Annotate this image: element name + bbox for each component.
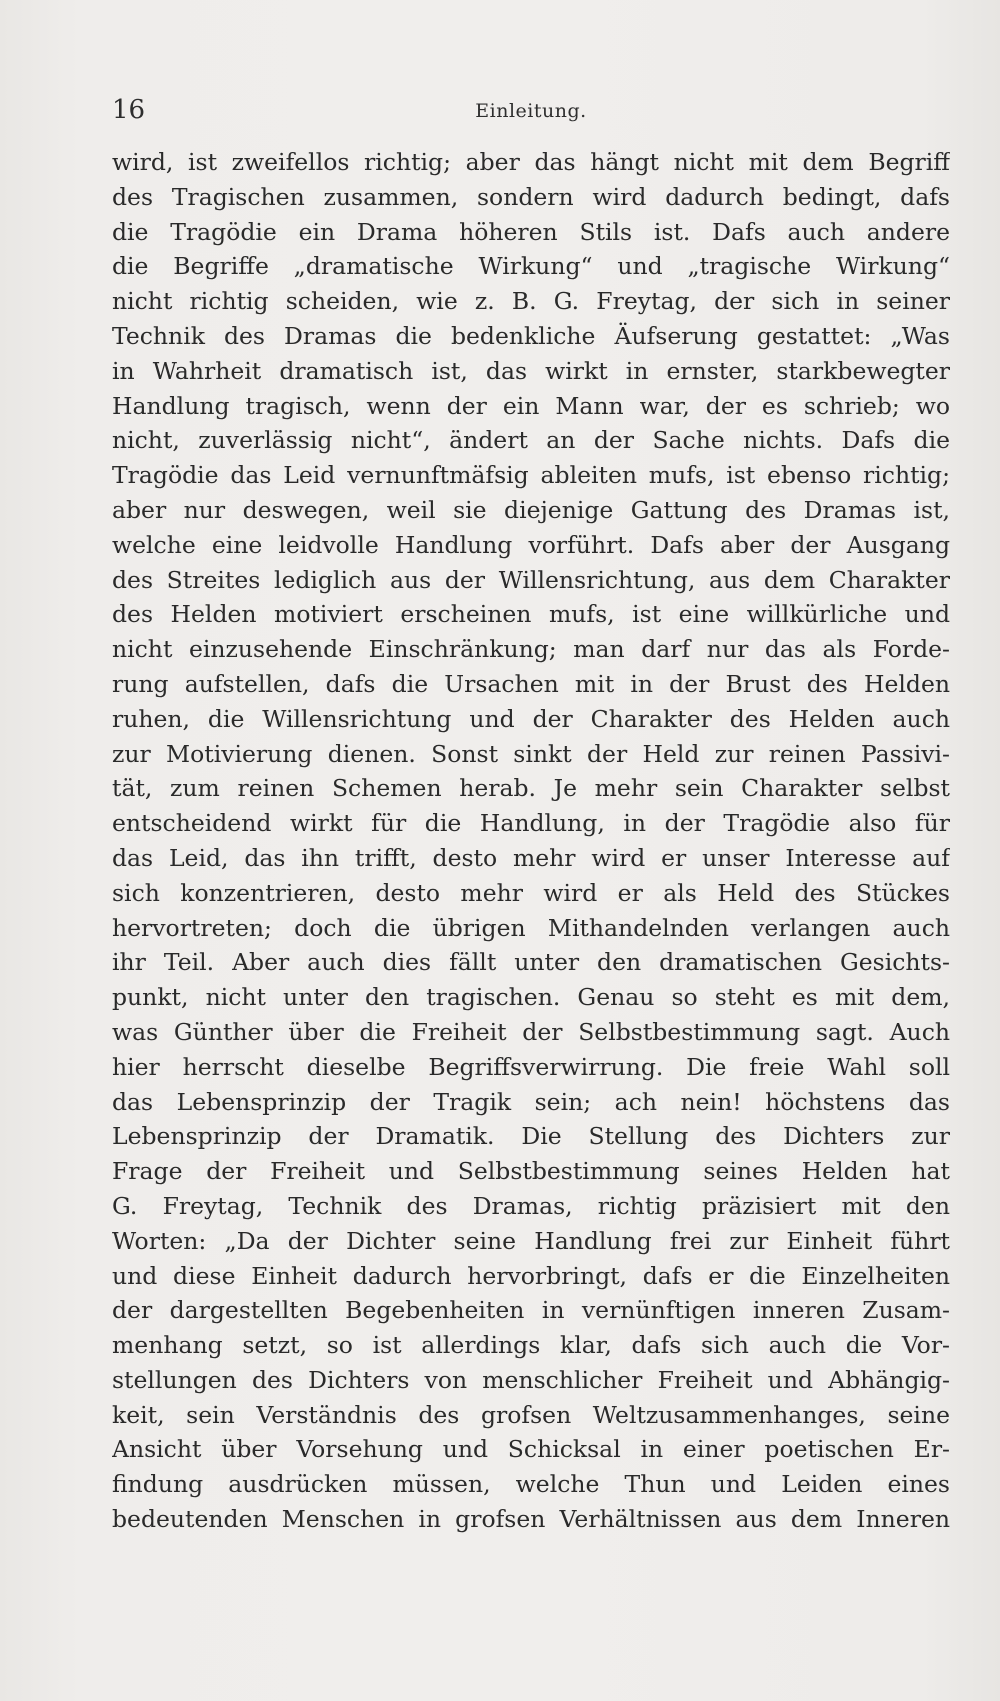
text-line: hervortreten; doch die übrigen Mithandelnden verlangen auch — [112, 913, 950, 942]
page-number: 16 — [112, 95, 146, 125]
text-line: ruhen, die Willensrichtung und der Charakter des Helden auch — [112, 704, 950, 733]
text-line: hier herrscht dieselbe Begriffsverwirrung. Die freie Wahl soll — [112, 1052, 950, 1081]
text-line: in Wahrheit dramatisch ist, das wirkt in ernster, starkbewegter — [112, 356, 950, 385]
text-line: Worten: „Da der Dichter seine Handlung frei zur Einheit führt — [112, 1226, 950, 1255]
text-line: punkt, nicht unter den tragischen. Genau so steht es mit dem, — [112, 983, 950, 1012]
page-header — [112, 92, 950, 132]
text-line: nicht einzusehende Einschränkung; man darf nur das als Forde- — [112, 635, 950, 664]
text-line: das Lebensprinzip der Tragik sein; ach nein! höchstens das — [112, 1087, 950, 1116]
text-line: Tragödie das Leid vernunftmäfsig ableiten mufs, ist ebenso richtig; — [112, 461, 950, 490]
text-line: und diese Einheit dadurch hervorbringt, dafs er die Einzelheiten — [112, 1261, 950, 1290]
text-line: menhang setzt, so ist allerdings klar, dafs sich auch die Vor- — [112, 1331, 950, 1360]
text-line: Frage der Freiheit und Selbstbestimmung seines Helden hat — [112, 1157, 950, 1186]
text-line: entscheidend wirkt für die Handlung, in der Tragödie also für — [112, 809, 950, 838]
text-line: das Leid, das ihn trifft, desto mehr wird er unser Interesse auf — [112, 843, 950, 872]
text-line: keit, sein Verständnis des grofsen Weltzusammenhanges, seine — [112, 1400, 950, 1429]
text-line: des Streites lediglich aus der Willensrichtung, aus dem Charakter — [112, 565, 950, 594]
text-line: tät, zum reinen Schemen herab. Je mehr sein Charakter selbst — [112, 774, 950, 803]
text-line: ihr Teil. Aber auch dies fällt unter den dramatischen Gesichts- — [112, 948, 950, 977]
text-line: nicht, zuverlässig nicht“, ändert an der Sache nichts. Dafs die — [112, 426, 950, 455]
text-line: was Günther über die Freiheit der Selbstbestimmung sagt. Auch — [112, 1017, 950, 1046]
text-line: findung ausdrücken müssen, welche Thun und Leiden eines — [112, 1470, 950, 1499]
text-line: welche eine leidvolle Handlung vorführt. Dafs aber der Ausgang — [112, 530, 950, 559]
text-line: der dargestellten Begebenheiten in vernünftigen inneren Zusam- — [112, 1296, 950, 1325]
text-line: wird, ist zweifellos richtig; aber das hängt nicht mit dem Begriff — [112, 148, 950, 176]
text-line: G. Freytag, Technik des Dramas, richtig präzisiert mit den — [112, 1191, 950, 1220]
text-line: stellungen des Dichters von menschlicher Freiheit und Abhängig- — [112, 1365, 950, 1394]
text-line: des Tragischen zusammen, sondern wird dadurch bedingt, dafs — [112, 182, 950, 211]
text-line: aber nur deswegen, weil sie diejenige Gattung des Dramas ist, — [112, 495, 950, 524]
text-line: nicht richtig scheiden, wie z. B. G. Freytag, der sich in seiner — [112, 287, 950, 316]
text-line: Lebensprinzip der Dramatik. Die Stellung des Dichters zur — [112, 1122, 950, 1151]
text-line: die Tragödie ein Drama höheren Stils ist. Dafs auch andere — [112, 217, 950, 246]
text-line: Handlung tragisch, wenn der ein Mann war, der es schrieb; wo — [112, 391, 950, 420]
text-line: bedeutenden Menschen in grofsen Verhältnissen aus dem Inneren — [112, 1505, 950, 1534]
text-line: des Helden motiviert erscheinen mufs, ist eine willkürliche und — [112, 600, 950, 629]
running-head: Einleitung. — [475, 100, 587, 122]
text-line: rung aufstellen, dafs die Ursachen mit in der Brust des Helden — [112, 669, 950, 698]
text-line: zur Motivierung dienen. Sonst sinkt der Held zur reinen Passivi- — [112, 739, 950, 768]
text-line: die Begriffe „dramatische Wirkung“ und „tragische Wirkung“ — [112, 252, 950, 281]
text-line: sich konzentrieren, desto mehr wird er als Held des Stückes — [112, 878, 950, 907]
body-text — [112, 145, 950, 1537]
text-line: Technik des Dramas die bedenkliche Äufserung gestattet: „Was — [112, 321, 950, 350]
text-line: Ansicht über Vorsehung und Schicksal in einer poetischen Er- — [112, 1435, 950, 1464]
